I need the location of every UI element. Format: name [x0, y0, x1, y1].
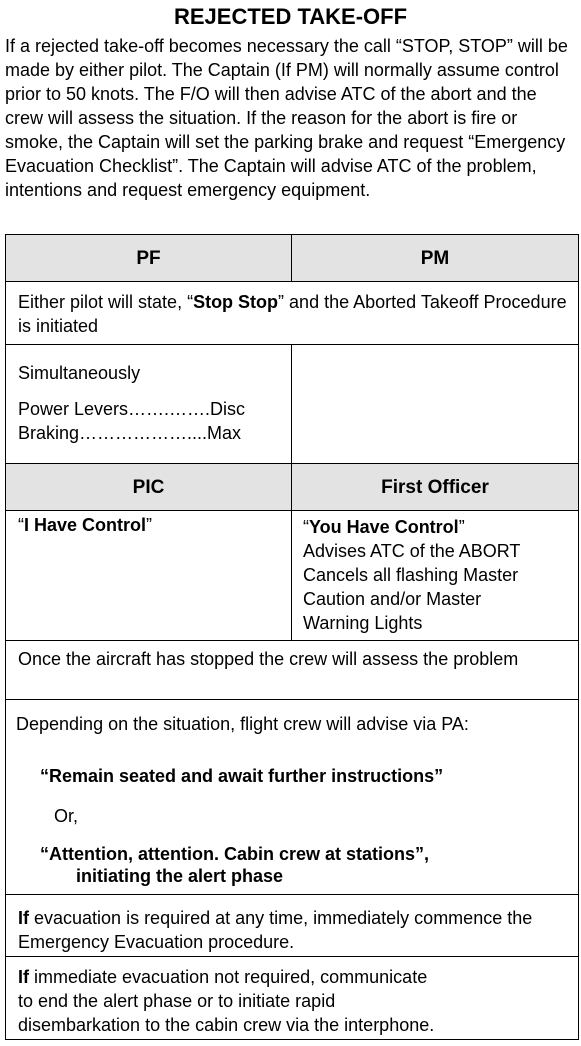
- cell-first-officer: [291, 510, 579, 641]
- pa-quote-attention-line2: initiating the alert phase: [76, 866, 284, 886]
- pf-simultaneously: Simultaneously: [18, 363, 141, 383]
- header-pm-label: PM: [420, 248, 450, 269]
- stop-call-bold: Stop Stop: [193, 292, 279, 312]
- header-pic: [5, 463, 292, 511]
- pa-quote-remain-seated: “Remain seated and await further instructions”: [40, 766, 444, 786]
- pf-power-levers: Power Levers…….…….Disc: [18, 399, 246, 419]
- fo-cancel-line1: Cancels all flashing Master: [303, 565, 519, 585]
- fo-cancel-line3: Warning Lights: [303, 613, 423, 633]
- pf-braking: Braking………………....Max: [18, 423, 242, 443]
- header-pic-label: PIC: [132, 477, 165, 498]
- row-pa-announcement: [5, 699, 579, 895]
- pa-intro: Depending on the situation, flight crew will advise via PA:: [16, 714, 469, 734]
- page-title: REJECTED TAKE-OFF: [173, 4, 408, 29]
- stop-call-pre: Either pilot will state, “: [18, 292, 194, 312]
- header-pf: [5, 234, 292, 282]
- no-evac-line3: disembarkation to the cabin crew via the interphone.: [18, 1015, 435, 1035]
- pic-close-quote: ”: [146, 515, 153, 535]
- header-first-officer-label: First Officer: [381, 477, 489, 498]
- cell-pm-actions: [291, 344, 579, 464]
- cell-pic: [5, 510, 292, 641]
- row-aircraft-stopped: [5, 640, 579, 700]
- fo-close-quote: ”: [458, 517, 465, 537]
- fo-open-quote: “: [303, 517, 309, 537]
- stop-call-post: ” and the Aborted Takeoff Procedure is initiated: [18, 292, 567, 336]
- evac-text: evacuation is required at any time, immediately commence the Emergency Evacuation procedure.: [18, 908, 533, 952]
- aircraft-stopped-text: Once the aircraft has stopped the crew will assess the problem: [18, 649, 519, 669]
- no-evac-line2: to end the alert phase or to initiate rapid: [18, 991, 336, 1011]
- cell-pf-actions: [5, 344, 292, 464]
- intro-paragraph: If a rejected take-off becomes necessary the call “STOP, STOP” will be made by either pilot. The Captain (If PM) will normally assume control prior to 50 knots. The F/O will then advise ATC of the abort and the crew will assess the situation. If the reason for the abort is fire or smoke, the Captain will set the parking brake and request “Emergency Evacuation Checklist”. The Captain will advise ATC of the problem, intentions and request emergency equipment.: [5, 36, 568, 200]
- header-pm: [291, 234, 579, 282]
- no-evac-line1: immediate evacuation not required, communicate: [29, 967, 428, 987]
- no-evac-if: If: [18, 967, 29, 987]
- pa-quote-attention-line1: “Attention, attention. Cabin crew at stations”,: [40, 844, 430, 864]
- header-first-officer: [291, 463, 579, 511]
- pic-open-quote: “: [18, 515, 24, 535]
- row-stop-call: [5, 281, 579, 345]
- row-evacuation-not-required: [5, 956, 579, 1040]
- row-evacuation-required: [5, 894, 579, 957]
- fo-call: You Have Control: [309, 517, 459, 537]
- pa-or: Or,: [54, 806, 79, 826]
- header-pf-label: PF: [136, 248, 161, 269]
- evac-if: If: [18, 908, 29, 928]
- pic-call: I Have Control: [24, 515, 147, 535]
- fo-advise-atc: Advises ATC of the ABORT: [303, 541, 521, 561]
- fo-cancel-line2: Caution and/or Master: [303, 589, 482, 609]
